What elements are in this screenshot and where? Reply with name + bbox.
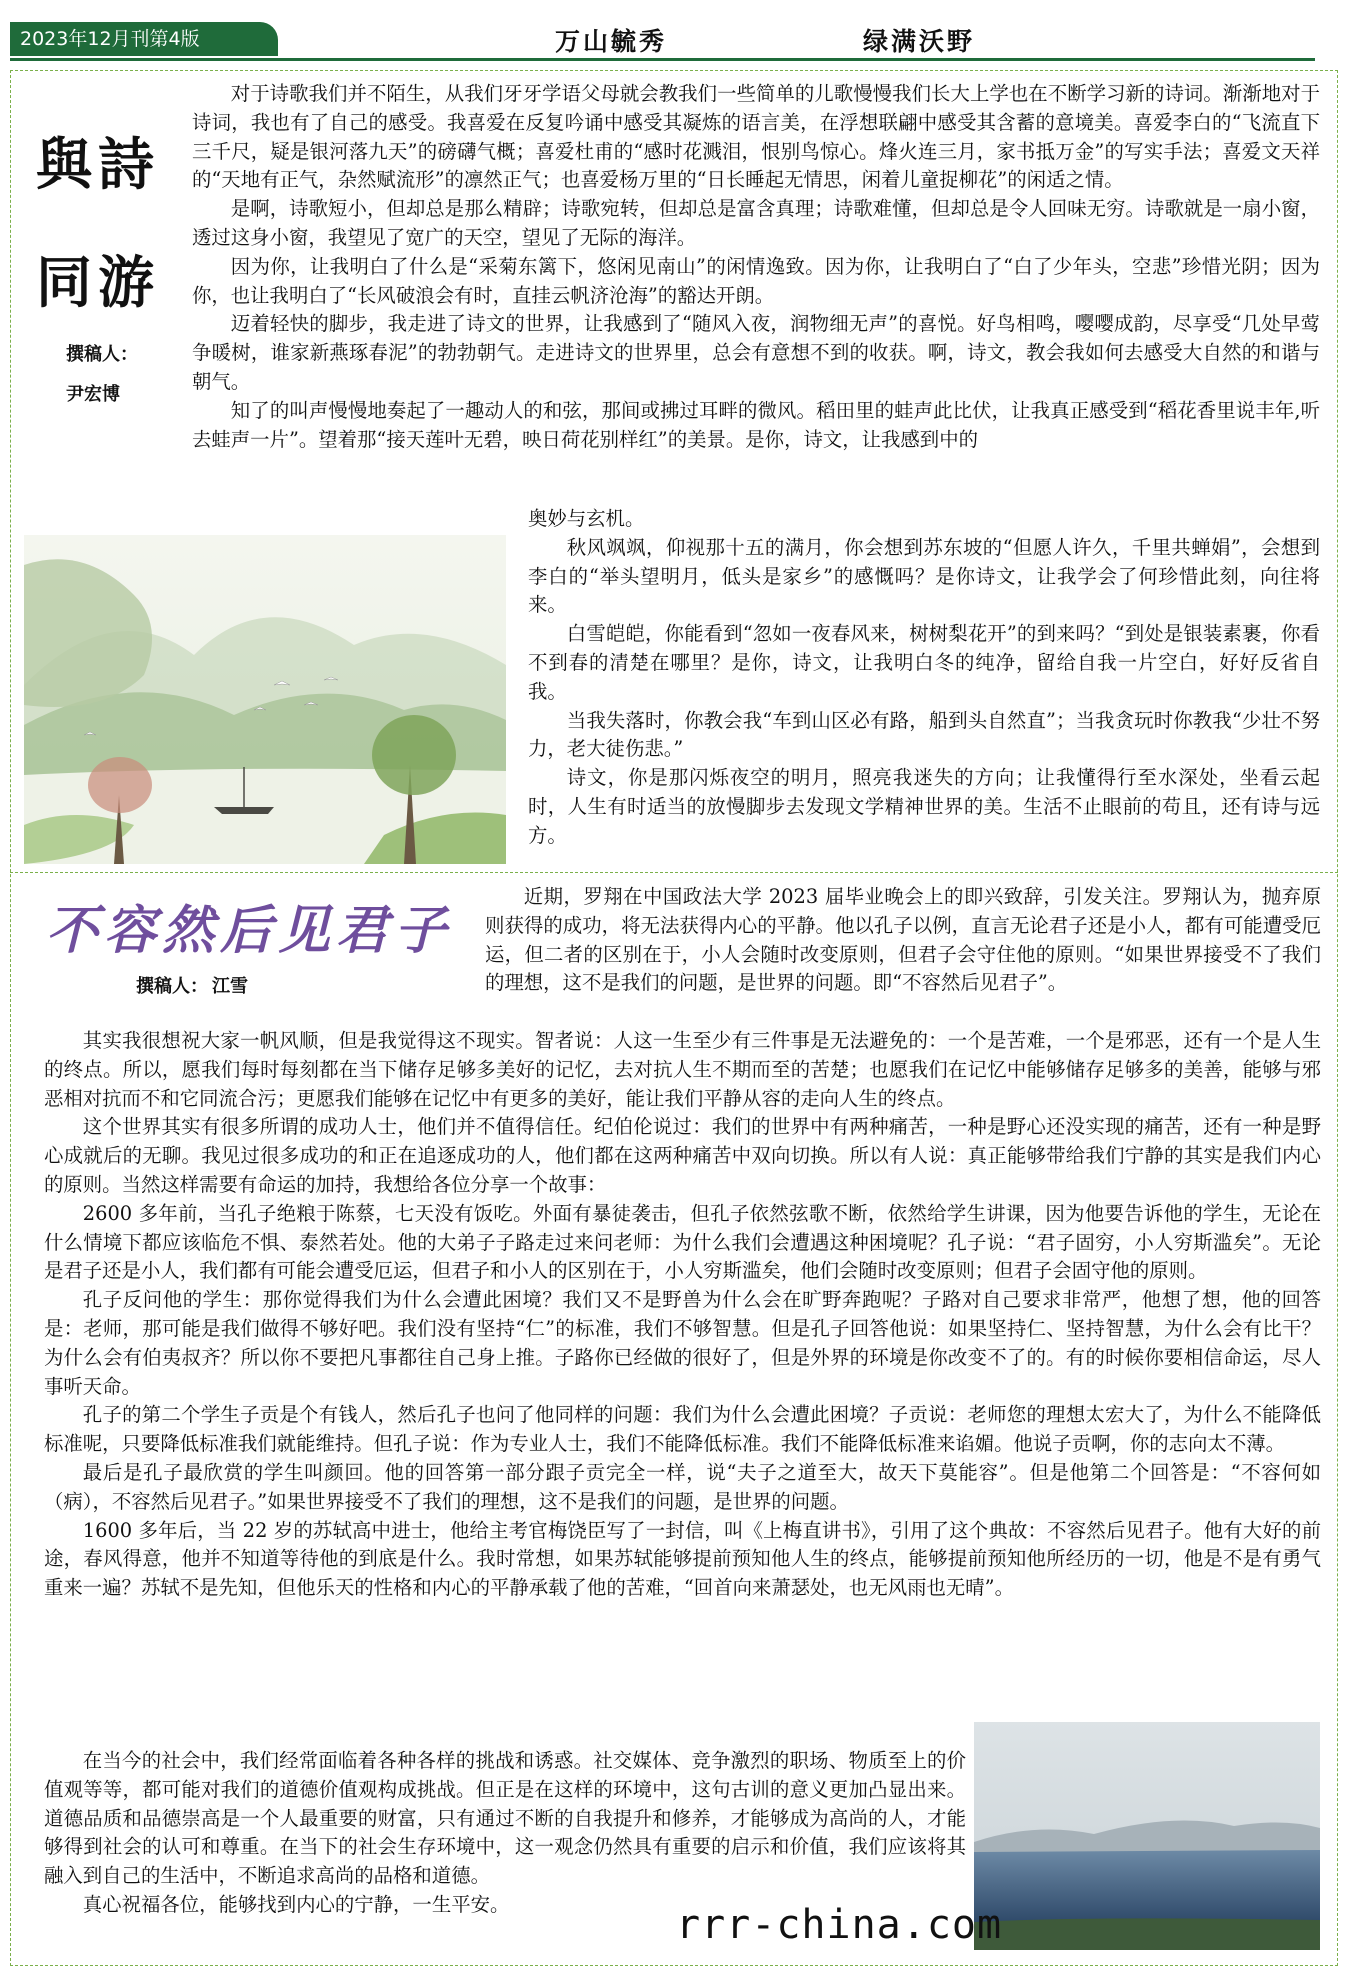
motto-left: 万山毓秀: [555, 27, 668, 56]
paragraph: 奥妙与玄机。: [528, 507, 645, 530]
landscape-painting: [24, 535, 506, 864]
paragraph: 因为你，让我明白了什么是“采菊东篱下，悠闲见南山”的闲情逸致。因为你，让我明白了“白了少年头，空悲”珍惜光阴；因为你，也让我明白了“长风破浪会有时，直挂云帆济沧海”的豁达开朗。: [192, 254, 1320, 307]
paragraph: 在当今的社会中，我们经常面临着各种各样的挑战和诱惑。社交媒体、竞争激烈的职场、物质至上的价值观等等，都可能对我们的道德价值观构成挑战。但正是在这样的环境中，这句古训的意义更加凸显出来。道德品质和品德崇高是一个人最重要的财富，只有通过不断的自我提升和修养，才能够成为高尚的人，才能够得到社会的认可和尊重。在当下的社会生存环境中，这一观念仍然具有重要的启示和价值，我们应该将其融入到自己的生活中，不断追求高尚的品格和道德。: [44, 1749, 966, 1888]
paragraph: 这个世界其实有很多所谓的成功人士，他们并不值得信任。纪伯伦说过：我们的世界中有两种痛苦，一种是野心还没实现的痛苦，还有一种是野心成就后的无聊。我见过很多成功的和正在追逐成功的人，他们都在这两种痛苦中双向切换。所以有人说：真正能够带给我们宁静的其实是我们内心的原则。当然这样需要有命运的加持，我想给各位分享一个故事：: [44, 1115, 1321, 1196]
paragraph: 近期，罗翔在中国政法大学 2023 届毕业晚会上的即兴致辞，引发关注。罗翔认为，抛弃原则获得的成功，将无法获得内心的平静。他以孔子以例，直言无论君子还是小人，都有可能遭受厄运，但二者的区别在于，小人会随时改变原则，但君子会守住他的原则。“如果世界接受不了我们的理想，这不是我们的问题，是世界的问题。即“不容然后见君子”。: [485, 885, 1321, 995]
article2-byline-label: 撰稿人：: [136, 976, 208, 997]
paragraph: 真心祝福各位，能够找到内心的宁静，一生平安。: [82, 1892, 510, 1916]
watermark: rrr-china.com: [676, 1902, 1003, 1948]
paragraph: 迈着轻快的脚步，我走进了诗文的世界，让我感到了“随风入夜，润物细无声”的喜悦。好鸟相鸣，嘤嘤成韵，尽享受“几处早莺争暖树，谁家新燕琢春泥”的勃勃朝气。走进诗文的世界里，总会有意想不到的收获。啊，诗文，教会我如何去感受大自然的和谐与朝气。: [192, 312, 1320, 393]
article2-intro: [485, 883, 1321, 998]
article2-title: 不容然后见君子: [46, 900, 453, 961]
paragraph: 最后是孔子最欣赏的学生叫颜回。他的回答第一部分跟子贡完全一样，说“夫子之道至大，故天下莫能容”。但是他第二个回答是：“不容何如（病），不容然后见君子。”如果世界接受不了我们的理想，这不是我们的问题，是世界的问题。: [44, 1460, 1321, 1513]
paragraph: 孔子的第二个学生子贡是个有钱人，然后孔子也问了他同样的问题：我们为什么会遭此困境？子贡说：老师您的理想太宏大了，为什么不能降低标准呢，只要降低标准我们就能维持。但孔子说：作为专业人士，我们不能降低标准。我们不能降低标准来谄媚。他说子贡啊，你的志向太不薄。: [44, 1403, 1321, 1456]
article1-body-top: [192, 80, 1320, 454]
paragraph: 对于诗歌我们并不陌生，从我们牙牙学语父母就会教我们一些简单的儿歌慢慢我们长大上学也在不断学习新的诗词。渐渐地对于诗词，我也有了自己的感受。我喜爱在反复吟诵中感受其凝炼的语言美，在浮想联翩中感受其含蓄的意境美。喜爱李白的“飞流直下三千尺，疑是银河落九天”的磅礴气概；喜爱杜甫的“感时花溅泪，恨别鸟惊心。烽火连三月，家书抵万金”的写实手法；喜爱文天祥的“天地有正气，杂然赋流形”的凛然正气；也喜爱杨万里的“日长睡起无情思，闲着儿童捉柳花”的闲适之情。: [192, 82, 1320, 192]
paragraph: 2600 多年前，当孔子绝粮于陈蔡，七天没有饭吃。外面有暴徒袭击，但孔子依然弦歌不断，依然给学生讲课，因为他要告诉他的学生，无论在什么情境下都应该临危不惧、泰然若处。他的大弟子子路走过来问老师：为什么我们会遭遇这种困境呢？孔子说：“君子固穷，小人穷斯滥矣”。无论是君子还是小人，我们都有可能会遭受厄运，但君子和小人的区别在于，小人穷斯滥矣，他们会随时改变原则；但君子会固守他的原则。: [44, 1201, 1321, 1283]
paragraph: 秋风飒飒，仰视那十五的满月，你会想到苏东坡的“但愿人许久，千里共蝉娟”，会想到李白的“举头望明月，低头是家乡”的感慨吗？是你诗文，让我学会了何珍惜此刻，向往将来。: [528, 535, 1320, 617]
motto-right: 绿满沃野: [863, 27, 976, 56]
paragraph: 是啊，诗歌短小，但却总是那么精辟；诗歌宛转，但却总是富含真理；诗歌难懂，但却总是令人回味无穷。诗歌就是一扇小窗，透过这身小窗，我望见了宽广的天空，望见了无际的海洋。: [192, 197, 1320, 249]
article2-author: 江雪: [212, 976, 248, 997]
header-rule: [10, 58, 1315, 61]
article2-body: [44, 1027, 1321, 1603]
paragraph: 孔子反问他的学生：那你觉得我们为什么会遭此困境？我们又不是野兽为什么会在旷野奔跑呢？子路对自己要求非常严，他想了想，他的回答是：老师，那可能是我们做得不够好吧。我们没有坚持“仁”的标准，我们不够智慧。但是孔子回答他说：如果坚持仁、坚持智慧，为什么会有比干？为什么会有伯夷叔齐？所以你不要把凡事都往自己身上推。子路你已经做的很好了，但是外界的环境是你改变不了的。有的时候你要相信命运，尽人事听天命。: [44, 1288, 1321, 1398]
article1-title: 與詩同游: [36, 132, 160, 316]
paragraph: 知了的叫声慢慢地奏起了一趣动人的和弦，那间或拂过耳畔的微风。稻田里的蛙声此比伏，让我真正感受到“稻花香里说丰年,听去蛙声一片”。望着那“接天莲叶无碧，映日荷花别样红”的美景。是你，诗文，让我感到中的: [192, 398, 1320, 451]
paragraph: 1600 多年后，当 22 岁的苏轼高中进士，他给主考官梅饶臣写了一封信，叫《上梅直讲书》，引用了这个典故：不容然后见君子。他有大好的前途，春风得意，他并不知道等待他的到底是什么。我时常想，如果苏轼能够提前预知他人生的终点，能够提前预知他所经历的一切，他是不是有勇气重来一遍？苏轼不是先知，但他乐天的性格和内心的平静承载了他的苦难，“回首向来萧瑟处，也无风雨也无晴”。: [44, 1518, 1321, 1600]
article1-byline-label: 撰稿人：: [66, 344, 138, 365]
paragraph: 其实我很想祝大家一帆风顺，但是我觉得这不现实。智者说：人这一生至少有三件事是无法避免的：一个是苦难，一个是邪恶，还有一个是人生的终点。所以，愿我们每时每刻都在当下储存足够多美好的记忆，去对抗人生不期而至的苦楚；也愿我们在记忆中能够储存足够多的美善，能够与邪恶相对抗而不和它同流合污；更愿我们能够在记忆中有更多的美好，能让我们平静从容的走向人生的终点。: [44, 1029, 1321, 1110]
article2-conclusion: [44, 1747, 966, 1920]
article2-byline: [132, 972, 248, 998]
article1-author: 尹宏博: [66, 384, 120, 405]
paragraph: 诗文，你是那闪烁夜空的明月，照亮我迷失的方向；让我懂得行至水深处，坐看云起时，人生有时适当的放慢脚步去发现文学精神世界的美。生活不止眼前的苟且，还有诗与远方。: [528, 766, 1320, 847]
paragraph: 当我失落时，你教会我“车到山区必有路，船到头自然直”；当我贪玩时你教我“少壮不努力，老大徒伤悲。”: [528, 708, 1320, 761]
lake-photo: [974, 1722, 1320, 1950]
paragraph: 白雪皑皑，你能看到“忽如一夜春风来，树树梨花开”的到来吗？“到处是银装素裹，你看不到春的清楚在哪里？是你，诗文，让我明白冬的纯净，留给自我一片空白，好好反省自我。: [528, 622, 1320, 703]
section-divider: [10, 872, 1338, 873]
issue-label: 2023年12月刊第4版: [10, 22, 278, 56]
page-header: [10, 18, 1315, 58]
article1-body-side: [528, 505, 1320, 851]
